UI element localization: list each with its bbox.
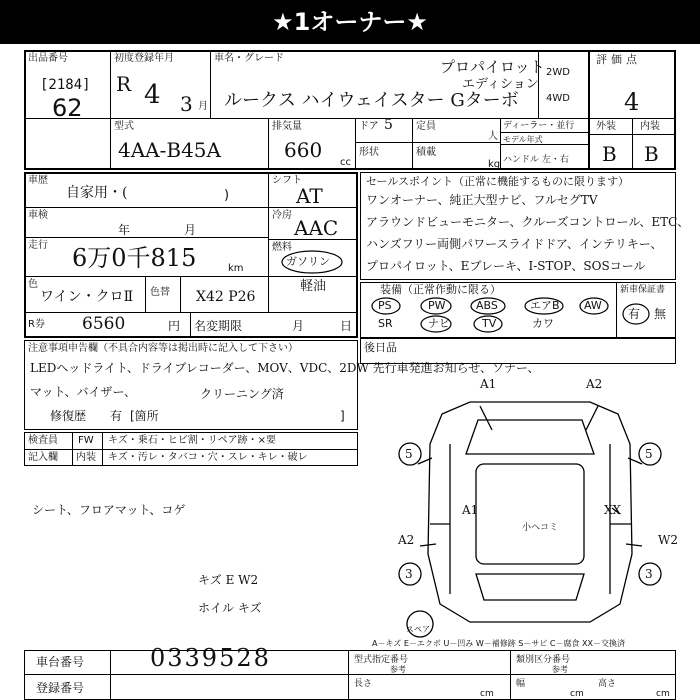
interior-row-label: 内装 bbox=[76, 452, 96, 463]
4wd-label: 4WD bbox=[546, 93, 570, 104]
inspection-label: 車検 bbox=[28, 210, 48, 221]
capacity-label: 定員 bbox=[416, 121, 436, 132]
inspection-month: 月 bbox=[184, 223, 197, 237]
sales-line-2: アラウンドビューモニター、クルーズコントロール、ETC、 bbox=[366, 215, 690, 229]
displacement-label: 排気量 bbox=[272, 121, 302, 132]
notes-title: 注意事項申告欄（不具合内容等は掲出時に記入して下さい） bbox=[28, 343, 298, 354]
lot-code: [2184] bbox=[40, 77, 91, 93]
first-registration-label: 初度登録年月 bbox=[114, 53, 174, 64]
car-name-extra2: エディション bbox=[462, 77, 539, 92]
remark-2: キズ E W2 bbox=[198, 573, 259, 587]
equip-aw: AW bbox=[584, 299, 602, 312]
color-code: X42 P26 bbox=[196, 289, 256, 305]
repair-close: ] bbox=[340, 409, 345, 423]
month-unit: 月 bbox=[198, 101, 208, 112]
shape-label: 形状 bbox=[359, 147, 379, 158]
inspector-label: 検査員 bbox=[28, 435, 58, 446]
mileage-unit: km bbox=[228, 263, 244, 274]
history-value: 自家用・( bbox=[66, 185, 128, 201]
sales-line-4: プロパイロット、Eブレーキ、I-STOP、SOSコール bbox=[366, 259, 646, 273]
equip-ps: PS bbox=[378, 299, 392, 312]
type-ref: 参考 bbox=[390, 665, 406, 674]
rear-items-label: 後日品 bbox=[364, 341, 397, 354]
capacity-unit: 人 bbox=[488, 131, 498, 142]
registration-year: 4 bbox=[144, 80, 161, 110]
width-unit: cm bbox=[570, 689, 584, 699]
history-label: 車歴 bbox=[28, 175, 48, 186]
class-number-label: 類別区分番号 bbox=[516, 655, 571, 665]
ac-label: 冷房 bbox=[272, 210, 292, 221]
fuel-label: 燃料 bbox=[272, 242, 292, 253]
lot-number: 62 bbox=[52, 94, 83, 122]
height-label: 高さ bbox=[598, 679, 617, 689]
registration-number-label: 登録番号 bbox=[36, 681, 85, 695]
displacement-value: 660 bbox=[284, 138, 323, 162]
color-value: ワイン・クロⅡ bbox=[40, 289, 134, 305]
fuel-light-oil: 軽油 bbox=[300, 279, 327, 294]
diagram-5-right: 5 bbox=[645, 447, 653, 461]
name-change-day: 日 bbox=[340, 319, 353, 333]
chassis-number: 0339528 bbox=[150, 644, 271, 672]
sales-point-title: セールスポイント（正常に機能するものに限ります） bbox=[366, 175, 630, 188]
recycle-value: 6560 bbox=[82, 314, 126, 334]
equipment-title: 装備（正常作動に限る） bbox=[380, 283, 501, 296]
car-name-value: ルークス ハイウェイスター Gターボ bbox=[224, 90, 519, 111]
one-owner-banner: ★1オーナー★ bbox=[0, 0, 700, 44]
equip-pw: PW bbox=[428, 299, 446, 312]
car-diagram bbox=[380, 374, 680, 644]
load-unit: kg bbox=[488, 159, 501, 170]
notes-line-1: LEDヘッドライト、ドライブレコーダー、MOV、VDC、2DW 先行車発進お知らせ、ソナー、 bbox=[30, 361, 540, 375]
sales-line-1: ワンオーナー、純正大型ナビ、フルセグTV bbox=[366, 193, 598, 207]
handle-label: ハンドル 左・右 bbox=[503, 155, 569, 165]
car-name-label: 車名・グレード bbox=[214, 53, 284, 64]
shift-label: シフト bbox=[272, 175, 302, 186]
name-change-month: 月 bbox=[292, 319, 305, 333]
remark-1: シート、フロアマット、コゲ bbox=[32, 503, 186, 517]
model-label: 型式 bbox=[114, 121, 134, 132]
diagram-3-right: 3 bbox=[645, 567, 653, 581]
diagram-a2-left: A2 bbox=[398, 533, 415, 547]
lot-label: 出品番号 bbox=[28, 53, 68, 64]
shift-value: AT bbox=[296, 184, 323, 208]
door-label: ドア bbox=[359, 121, 379, 132]
diagram-roof-note: 小ヘコミ bbox=[522, 523, 559, 533]
exterior-grade: B bbox=[602, 142, 617, 166]
color-label: 色 bbox=[28, 279, 38, 290]
notes-line-3: クリーニング済 bbox=[200, 387, 284, 401]
legend-exterior: キズ・乗石・ヒビ割・リペア跡・×要 bbox=[108, 435, 276, 446]
height-unit: cm bbox=[656, 689, 670, 699]
door-value: 5 bbox=[384, 117, 393, 133]
equip-abs: ABS bbox=[476, 299, 498, 312]
model-value: 4AA-B45A bbox=[118, 138, 221, 162]
equip-airbag: エアB bbox=[530, 299, 560, 312]
length-unit: cm bbox=[480, 689, 494, 699]
fw-label: FW bbox=[78, 435, 94, 446]
class-ref: 参考 bbox=[552, 665, 568, 674]
inspection-year: 年 bbox=[118, 223, 131, 237]
warranty-no: 無 bbox=[654, 307, 667, 321]
remark-3: ホイル キズ bbox=[198, 601, 262, 615]
diagram-xx: XX bbox=[604, 503, 622, 517]
diagram-a2-front: A2 bbox=[586, 377, 603, 391]
equip-tv: TV bbox=[482, 317, 497, 330]
color-change-label: 色替 bbox=[150, 287, 170, 298]
warranty-yes: 有 bbox=[628, 307, 641, 321]
exterior-label: 外装 bbox=[596, 121, 616, 132]
repair-place: [箇所 bbox=[130, 409, 159, 423]
load-label: 積載 bbox=[416, 147, 436, 158]
diagram-5-left: 5 bbox=[405, 447, 413, 461]
recycle-label: R券 bbox=[28, 319, 45, 330]
entry-label: 記入欄 bbox=[28, 452, 58, 463]
score-value: 4 bbox=[624, 88, 640, 116]
name-change-label: 名変期限 bbox=[194, 319, 243, 333]
dealer-label: ディーラー・並行 bbox=[503, 121, 575, 131]
diagram-a1-front: A1 bbox=[480, 377, 497, 391]
notes-line-2: マット、バイザー、 bbox=[30, 385, 136, 399]
diagram-spare: スペア bbox=[406, 625, 430, 634]
diagram-a1-body: A1 bbox=[462, 503, 479, 517]
fuel-value: ガソリン bbox=[286, 255, 330, 268]
fuel-circle bbox=[282, 250, 342, 274]
length-label: 長さ bbox=[354, 679, 373, 689]
equip-sr: SR bbox=[378, 317, 393, 330]
equipment-circles bbox=[360, 282, 676, 338]
cc-unit: cc bbox=[340, 157, 351, 168]
interior-grade: B bbox=[644, 142, 659, 166]
recycle-unit: 円 bbox=[168, 319, 181, 333]
sales-line-3: ハンズフリー両側パワースライドドア、インテリキー、 bbox=[366, 237, 663, 251]
ac-value: AAC bbox=[294, 216, 339, 240]
type-designation-label: 型式指定番号 bbox=[354, 655, 409, 665]
mileage-label: 走行 bbox=[28, 240, 48, 251]
registration-month: 3 bbox=[180, 92, 193, 116]
width-label: 幅 bbox=[516, 679, 526, 689]
legend-interior: キズ・汚レ・タバコ・穴・スレ・キレ・破レ bbox=[108, 452, 308, 463]
interior-label: 内装 bbox=[640, 121, 660, 132]
diagram-3-left: 3 bbox=[405, 567, 413, 581]
diagram-w2-right: W2 bbox=[658, 533, 678, 547]
chassis-label: 車台番号 bbox=[36, 655, 85, 669]
equip-leather: カワ bbox=[532, 317, 554, 330]
damage-legend: A－キズ E－エクボ U－凹み W－補修跡 S－サビ C－腐食 XX－交換済 bbox=[372, 639, 626, 648]
model-year-label: モデル年式 bbox=[503, 135, 543, 144]
mileage-value: 6万0千815 bbox=[72, 244, 197, 272]
new-warranty-label: 新車保証書 bbox=[620, 285, 666, 295]
score-label: 評価点 bbox=[596, 53, 641, 66]
car-name-extra1: プロパイロット bbox=[440, 58, 545, 76]
era: R bbox=[116, 72, 132, 96]
auction-sheet bbox=[0, 44, 700, 700]
repair-history-label: 修復歴 bbox=[50, 409, 87, 423]
2wd-label: 2WD bbox=[546, 67, 570, 78]
history-close: ) bbox=[224, 188, 230, 203]
repair-history-value: 有 bbox=[110, 409, 123, 423]
equip-navi: ナビ bbox=[428, 317, 450, 330]
